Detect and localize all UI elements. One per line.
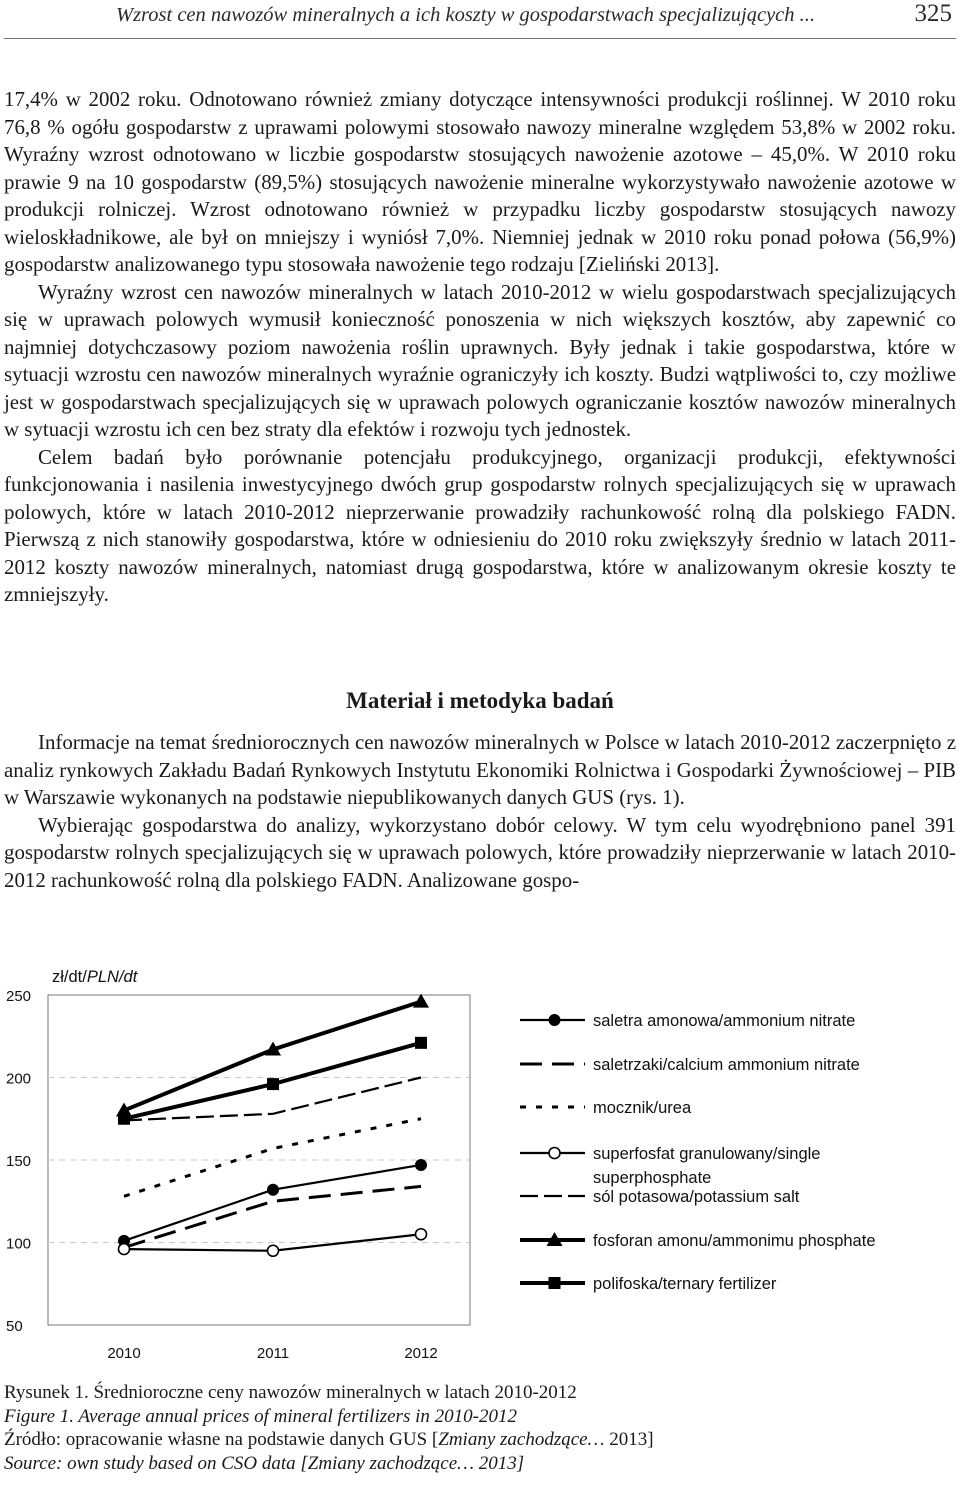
intro-text — [4, 86, 956, 609]
series-6-point — [413, 994, 429, 1008]
legend-label-line: superphosphate — [593, 1169, 712, 1187]
legend-label-3: mocznik/urea — [593, 1099, 692, 1117]
series-7-point — [415, 1037, 427, 1049]
legend-label-line: superfosfat granulowany/single — [593, 1145, 821, 1163]
x-tick-label: 2011 — [256, 1345, 290, 1362]
paragraph-intro-3: Celem badań było porównanie potencjału produkcyjnego, organizacji produkcji, efektywności funkcjonowania i nasilenia inwestycyjnego dwóch grup gospodarstw rolnych specjalizujących się w uprawach polowych, które w latach 2010-2012 nieprzerwanie prowadziły rachunkowość rolną dla polskiego FADN. Pierwszą z nich stanowiły gospodarstwa, które w odniesieniu do 2010 roku zwiększyły średnio w latach 2011-2012 koszty nawozów mineralnych, natomiast drugą gospodarstwa, które w analizowanym okresie koszty te zmniejszyły. — [4, 444, 956, 606]
legend-label-6: fosforan amonu/ammonimu phosphate — [593, 1232, 876, 1250]
series-7-point — [267, 1078, 279, 1090]
paragraph-method-2: Wybierając gospodarstwa do analizy, wykorzystano dobór celowy. W tym celu wyodrębniono panel 391 gospodarstw rolnych specjalizujących się w uprawach polowych, które prowadziły nieprzerwanie w latach 2010-2012 rachunkowość rolną dla polskiego FADN. Analizowane gospo- — [4, 812, 956, 892]
y-tick-label: 100 — [6, 1235, 32, 1253]
series-7-point — [118, 1113, 130, 1125]
source-pl-suffix: 2013] — [604, 1429, 654, 1450]
caption-figure-pl: Rysunek 1. Średnioroczne ceny nawozów mineralnych w latach 2010-2012 — [4, 1382, 577, 1403]
paragraph-intro-2: Wyraźny wzrost cen nawozów mineralnych w latach 2010-2012 w wielu gospodarstwach specjalizujących się w uprawach polowych wymusił konieczność ponoszenia w nich większych kosztów, aby zapewnić co najmniej dotychczasowy poziom nawożenia roślin uprawnych. Były jednak i takie gospodarstwa, które w sytuacji wzrostu cen nawozów mineralnych wyraźnie ograniczyły ich koszty. Budzi wątpliwości to, czy możliwe jest w gospodarstwach specjalizujących się w uprawach polowych ograniczanie kosztów nawozów mineralnych w sytuacji wzrostu ich cen bez straty dla efektów i rozwoju tych jednostek. — [4, 279, 956, 441]
legend-marker-1 — [549, 1014, 561, 1026]
series-4-point — [119, 1244, 130, 1255]
source-pl-prefix: Źródło: opracowanie własne na podstawie danych GUS [ — [4, 1429, 439, 1450]
y-tick-label: 150 — [6, 1153, 32, 1170]
figure-captions — [4, 1381, 956, 1475]
header-rule — [4, 38, 956, 39]
y-tick-label: 50 — [6, 1318, 23, 1335]
x-tick-label: 2012 — [404, 1345, 438, 1362]
legend-label-2: saletrzaki/calcium ammonium nitrate — [593, 1056, 860, 1074]
page-number: 325 — [914, 0, 952, 27]
series-4-point — [416, 1229, 427, 1240]
legend-label-1: saletra amonowa/ammonium nitrate — [593, 1012, 856, 1030]
y-axis-label-unit: zł/dt/ — [52, 968, 87, 986]
caption-source-en: Source: own study based on CSO data [Zmiany zachodzące… 2013] — [4, 1452, 525, 1474]
series-1-point — [267, 1184, 279, 1196]
series-4-point — [268, 1245, 279, 1256]
source-pl-ref: Zmiany zachodzące… — [438, 1429, 605, 1450]
legend-marker-7 — [549, 1277, 561, 1289]
legend-label-4 — [593, 1145, 820, 1187]
y-axis-label — [52, 968, 139, 986]
x-tick-label: 2010 — [107, 1345, 141, 1362]
y-tick-label: 200 — [6, 1070, 32, 1088]
figure-chart — [0, 950, 960, 1375]
paragraph-method-1: Informacje na temat średniorocznych cen nawozów mineralnych w Polsce w latach 2010-2012 zaczerpnięto z analiz rynkowych Zakładu Badań Rynkowych Instytutu Ekonomiki Rolnictwa i Gospodarki Żywnościowej – PIB w Warszawie wykonanych na podstawie niepublikowanych danych GUS (rys. 1). — [4, 730, 956, 809]
paragraph-intro-1: 17,4% w 2002 roku. Odnotowano również zmiany dotyczące intensywności produkcji roślinnej. W 2010 roku 76,8 % ogółu gospodarstw z uprawami polowymi stosowało nawozy mineralne względem 53,8% w 2002 roku. Wyraźny wzrost odnotowano w liczbie gospodarstw stosujących nawożenie azotowe – 45,0%. W 2010 roku prawie 9 na 10 gospodarstw (89,5%) stosujących nawożenie mineralne wykorzystywało nawożenie azotowe w produkcji rolniczej. Wzrost odnotowano również w przypadku liczby gospodarstw stosujących nawozy wieloskładnikowe, ale był on mniejszy i wyniósł 7,0%. Niemniej jednak w 2010 roku ponad połowa (56,9%) gospodarstw analizowanego typu stosowała nawożenie tego rodzaju [Zieliński 2013]. — [4, 87, 956, 276]
caption-source-pl — [4, 1428, 956, 1452]
running-header — [0, 0, 960, 40]
line-chart — [0, 950, 960, 1375]
caption-figure-en: Figure 1. Average annual prices of mineral fertilizers in 2010-2012 — [4, 1405, 517, 1427]
section-heading: Materiał i metodyka badań — [346, 688, 614, 713]
legend-marker-4 — [549, 1148, 560, 1159]
series-line-1 — [124, 1165, 421, 1241]
legend-label-5: sól potasowa/potassium salt — [593, 1188, 800, 1206]
y-tick-label: 250 — [6, 988, 32, 1005]
method-text — [4, 729, 956, 894]
y-axis-label-unit-en: PLN/dt — [86, 968, 138, 986]
series-1-point — [415, 1159, 427, 1171]
legend-label-7: polifoska/ternary fertilizer — [593, 1275, 777, 1293]
running-head-title: Wzrost cen nawozów mineralnych a ich koszty w gospodarstwach specjalizujących ... — [116, 4, 816, 26]
